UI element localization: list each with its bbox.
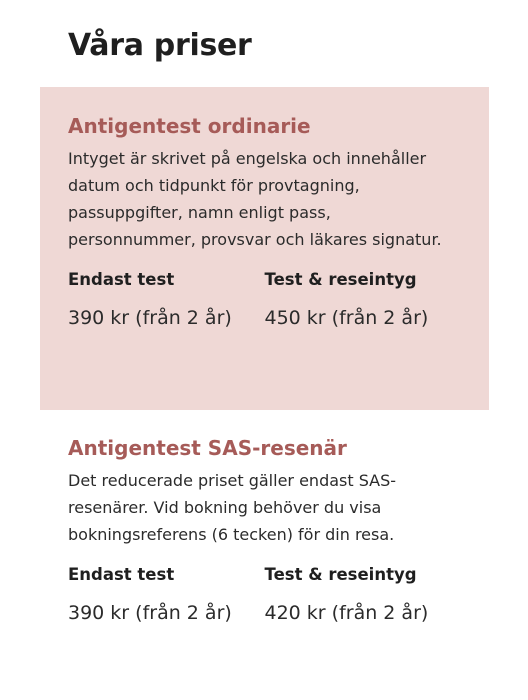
price-option-test-and-certificate xyxy=(265,562,462,628)
price-option-test-and-certificate xyxy=(265,267,462,333)
price-label: Endast test xyxy=(68,270,175,289)
product-card-ordinarie xyxy=(40,87,489,410)
price-value: 390 kr (från 2 år) xyxy=(68,602,232,624)
page-title: Våra priser xyxy=(68,28,252,63)
product-title: Antigentest SAS-resenär xyxy=(68,436,347,460)
price-value: 450 kr (från 2 år) xyxy=(264,307,429,329)
product-description: Intyget är skrivet på engelska och innehåller datum och tidpunkt för provtagning, passuppgifter, namn enligt pass, personnummer, provsvar och läkares signatur. xyxy=(68,149,442,249)
price-label: Test & reseintyg xyxy=(264,270,417,289)
price-label: Test & reseintyg xyxy=(264,565,417,584)
price-label: Endast test xyxy=(68,565,175,584)
product-title: Antigentest ordinarie xyxy=(68,114,311,138)
price-value: 420 kr (från 2 år) xyxy=(264,602,429,624)
product-card-sas xyxy=(40,430,489,690)
price-value: 390 kr (från 2 år) xyxy=(68,307,232,329)
product-description: Det reducerade priset gäller endast SAS-resenärer. Vid bokning behöver du visa bokningsreferens (6 tecken) för din resa. xyxy=(68,471,397,544)
price-row xyxy=(68,267,461,333)
price-option-test-only xyxy=(68,562,265,628)
price-row xyxy=(68,562,461,628)
price-option-test-only xyxy=(68,267,265,333)
